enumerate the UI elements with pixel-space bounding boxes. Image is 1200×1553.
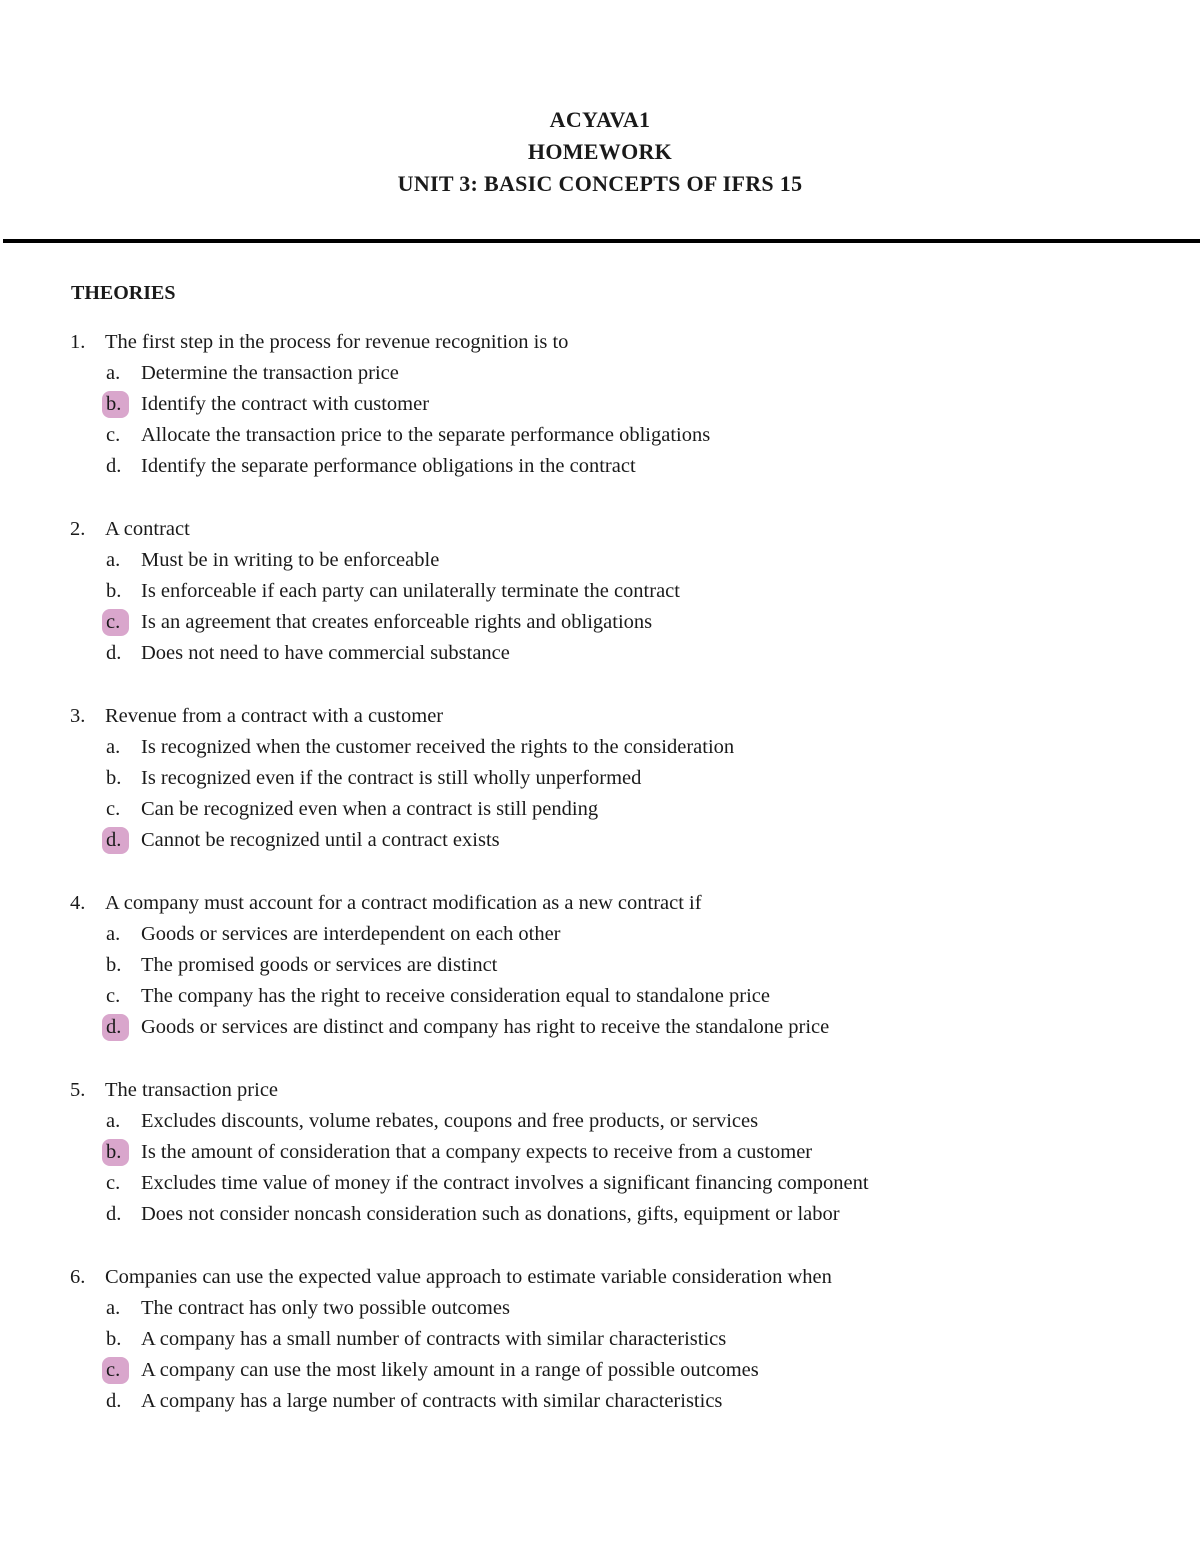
option-letter: d. xyxy=(102,1014,129,1041)
question-stem xyxy=(0,888,1200,919)
option-text: Goods or services are interdependent on each other xyxy=(141,923,561,945)
option-letter: b. xyxy=(106,954,122,976)
question-number: 5. xyxy=(70,1079,86,1101)
option-d[interactable] xyxy=(0,825,1200,856)
option-letter: b. xyxy=(102,391,129,418)
option-letter: a. xyxy=(106,923,121,945)
option-a[interactable] xyxy=(0,732,1200,763)
option-d[interactable] xyxy=(0,451,1200,482)
question-number: 6. xyxy=(70,1266,86,1288)
option-b[interactable] xyxy=(0,1324,1200,1355)
option-d[interactable] xyxy=(0,1199,1200,1230)
option-a[interactable] xyxy=(0,919,1200,950)
question-stem xyxy=(0,701,1200,732)
option-text: Is the amount of consideration that a company expects to receive from a customer xyxy=(141,1141,813,1163)
option-a[interactable] xyxy=(0,358,1200,389)
option-a[interactable] xyxy=(0,545,1200,576)
question-2 xyxy=(0,514,1200,701)
question-list xyxy=(0,327,1200,1449)
option-text: Is recognized even if the contract is still wholly unperformed xyxy=(141,767,642,789)
document-header xyxy=(0,104,1200,200)
option-c[interactable] xyxy=(0,794,1200,825)
option-c[interactable] xyxy=(0,1168,1200,1199)
option-text: Allocate the transaction price to the separate performance obligations xyxy=(141,424,711,446)
option-letter: c. xyxy=(106,985,121,1007)
question-stem xyxy=(0,1262,1200,1293)
option-text: Must be in writing to be enforceable xyxy=(141,549,440,571)
option-b[interactable] xyxy=(0,576,1200,607)
option-letter: b. xyxy=(106,580,122,602)
option-letter: d. xyxy=(102,827,129,854)
course-code: ACYAVA1 xyxy=(549,107,651,132)
header-divider xyxy=(3,239,1200,243)
option-d[interactable] xyxy=(0,1386,1200,1417)
option-c[interactable] xyxy=(0,1355,1200,1386)
option-text: Is recognized when the customer received the rights to the consideration xyxy=(141,736,735,758)
option-c[interactable] xyxy=(0,420,1200,451)
question-number: 2. xyxy=(70,518,86,540)
option-b[interactable] xyxy=(0,1137,1200,1168)
question-number: 1. xyxy=(70,331,86,353)
question-1 xyxy=(0,327,1200,514)
option-text: A company has a small number of contracts with similar characteristics xyxy=(141,1328,727,1350)
question-5 xyxy=(0,1075,1200,1262)
question-text: A contract xyxy=(105,518,190,540)
option-letter: d. xyxy=(106,455,122,477)
unit-title: UNIT 3: BASIC CONCEPTS OF IFRS 15 xyxy=(397,171,803,196)
option-letter: d. xyxy=(106,642,122,664)
option-a[interactable] xyxy=(0,1106,1200,1137)
option-b[interactable] xyxy=(0,763,1200,794)
option-text: The contract has only two possible outcomes xyxy=(141,1297,510,1319)
question-number: 3. xyxy=(70,705,86,727)
option-text: A company can use the most likely amount in a range of possible outcomes xyxy=(141,1359,759,1381)
option-letter: c. xyxy=(106,1172,121,1194)
question-text: A company must account for a contract modification as a new contract if xyxy=(105,892,702,914)
option-d[interactable] xyxy=(0,638,1200,669)
question-stem xyxy=(0,514,1200,545)
option-letter: a. xyxy=(106,736,121,758)
option-letter: a. xyxy=(106,1297,121,1319)
question-text: The first step in the process for revenue recognition is to xyxy=(105,331,569,353)
option-letter: b. xyxy=(106,1328,122,1350)
option-text: The promised goods or services are distinct xyxy=(141,954,498,976)
option-text: Identify the separate performance obligations in the contract xyxy=(141,455,636,477)
question-3 xyxy=(0,701,1200,888)
option-letter: d. xyxy=(106,1203,122,1225)
option-text: Does not consider noncash consideration such as donations, gifts, equipment or labor xyxy=(141,1203,840,1225)
document-type: HOMEWORK xyxy=(527,139,673,164)
option-letter: c. xyxy=(106,798,121,820)
option-text: Is an agreement that creates enforceable rights and obligations xyxy=(141,611,653,633)
option-text: Identify the contract with customer xyxy=(141,393,430,415)
question-number: 4. xyxy=(70,892,86,914)
question-stem xyxy=(0,327,1200,358)
option-text: Excludes discounts, volume rebates, coupons and free products, or services xyxy=(141,1110,759,1132)
option-c[interactable] xyxy=(0,607,1200,638)
option-text: Goods or services are distinct and company has right to receive the standalone price xyxy=(141,1016,830,1038)
option-a[interactable] xyxy=(0,1293,1200,1324)
option-c[interactable] xyxy=(0,981,1200,1012)
option-d[interactable] xyxy=(0,1012,1200,1043)
section-title: THEORIES xyxy=(71,282,176,304)
option-letter: a. xyxy=(106,362,121,384)
option-letter: a. xyxy=(106,549,121,571)
option-letter: a. xyxy=(106,1110,121,1132)
option-letter: c. xyxy=(102,609,129,636)
option-letter: b. xyxy=(102,1139,129,1166)
option-letter: d. xyxy=(106,1390,122,1412)
question-text: The transaction price xyxy=(105,1079,279,1101)
option-letter: c. xyxy=(106,424,121,446)
option-text: Cannot be recognized until a contract exists xyxy=(141,829,500,851)
question-stem xyxy=(0,1075,1200,1106)
option-text: The company has the right to receive consideration equal to standalone price xyxy=(141,985,771,1007)
option-text: Determine the transaction price xyxy=(141,362,399,384)
question-6 xyxy=(0,1262,1200,1449)
option-letter: c. xyxy=(102,1357,129,1384)
option-b[interactable] xyxy=(0,389,1200,420)
option-text: Does not need to have commercial substance xyxy=(141,642,510,664)
question-4 xyxy=(0,888,1200,1075)
option-b[interactable] xyxy=(0,950,1200,981)
option-letter: b. xyxy=(106,767,122,789)
option-text: A company has a large number of contracts with similar characteristics xyxy=(141,1390,723,1412)
option-text: Is enforceable if each party can unilaterally terminate the contract xyxy=(141,580,680,602)
question-text: Revenue from a contract with a customer xyxy=(105,705,444,727)
option-text: Can be recognized even when a contract is still pending xyxy=(141,798,599,820)
option-text: Excludes time value of money if the contract involves a significant financing component xyxy=(141,1172,869,1194)
question-text: Companies can use the expected value approach to estimate variable consideration when xyxy=(105,1266,832,1288)
